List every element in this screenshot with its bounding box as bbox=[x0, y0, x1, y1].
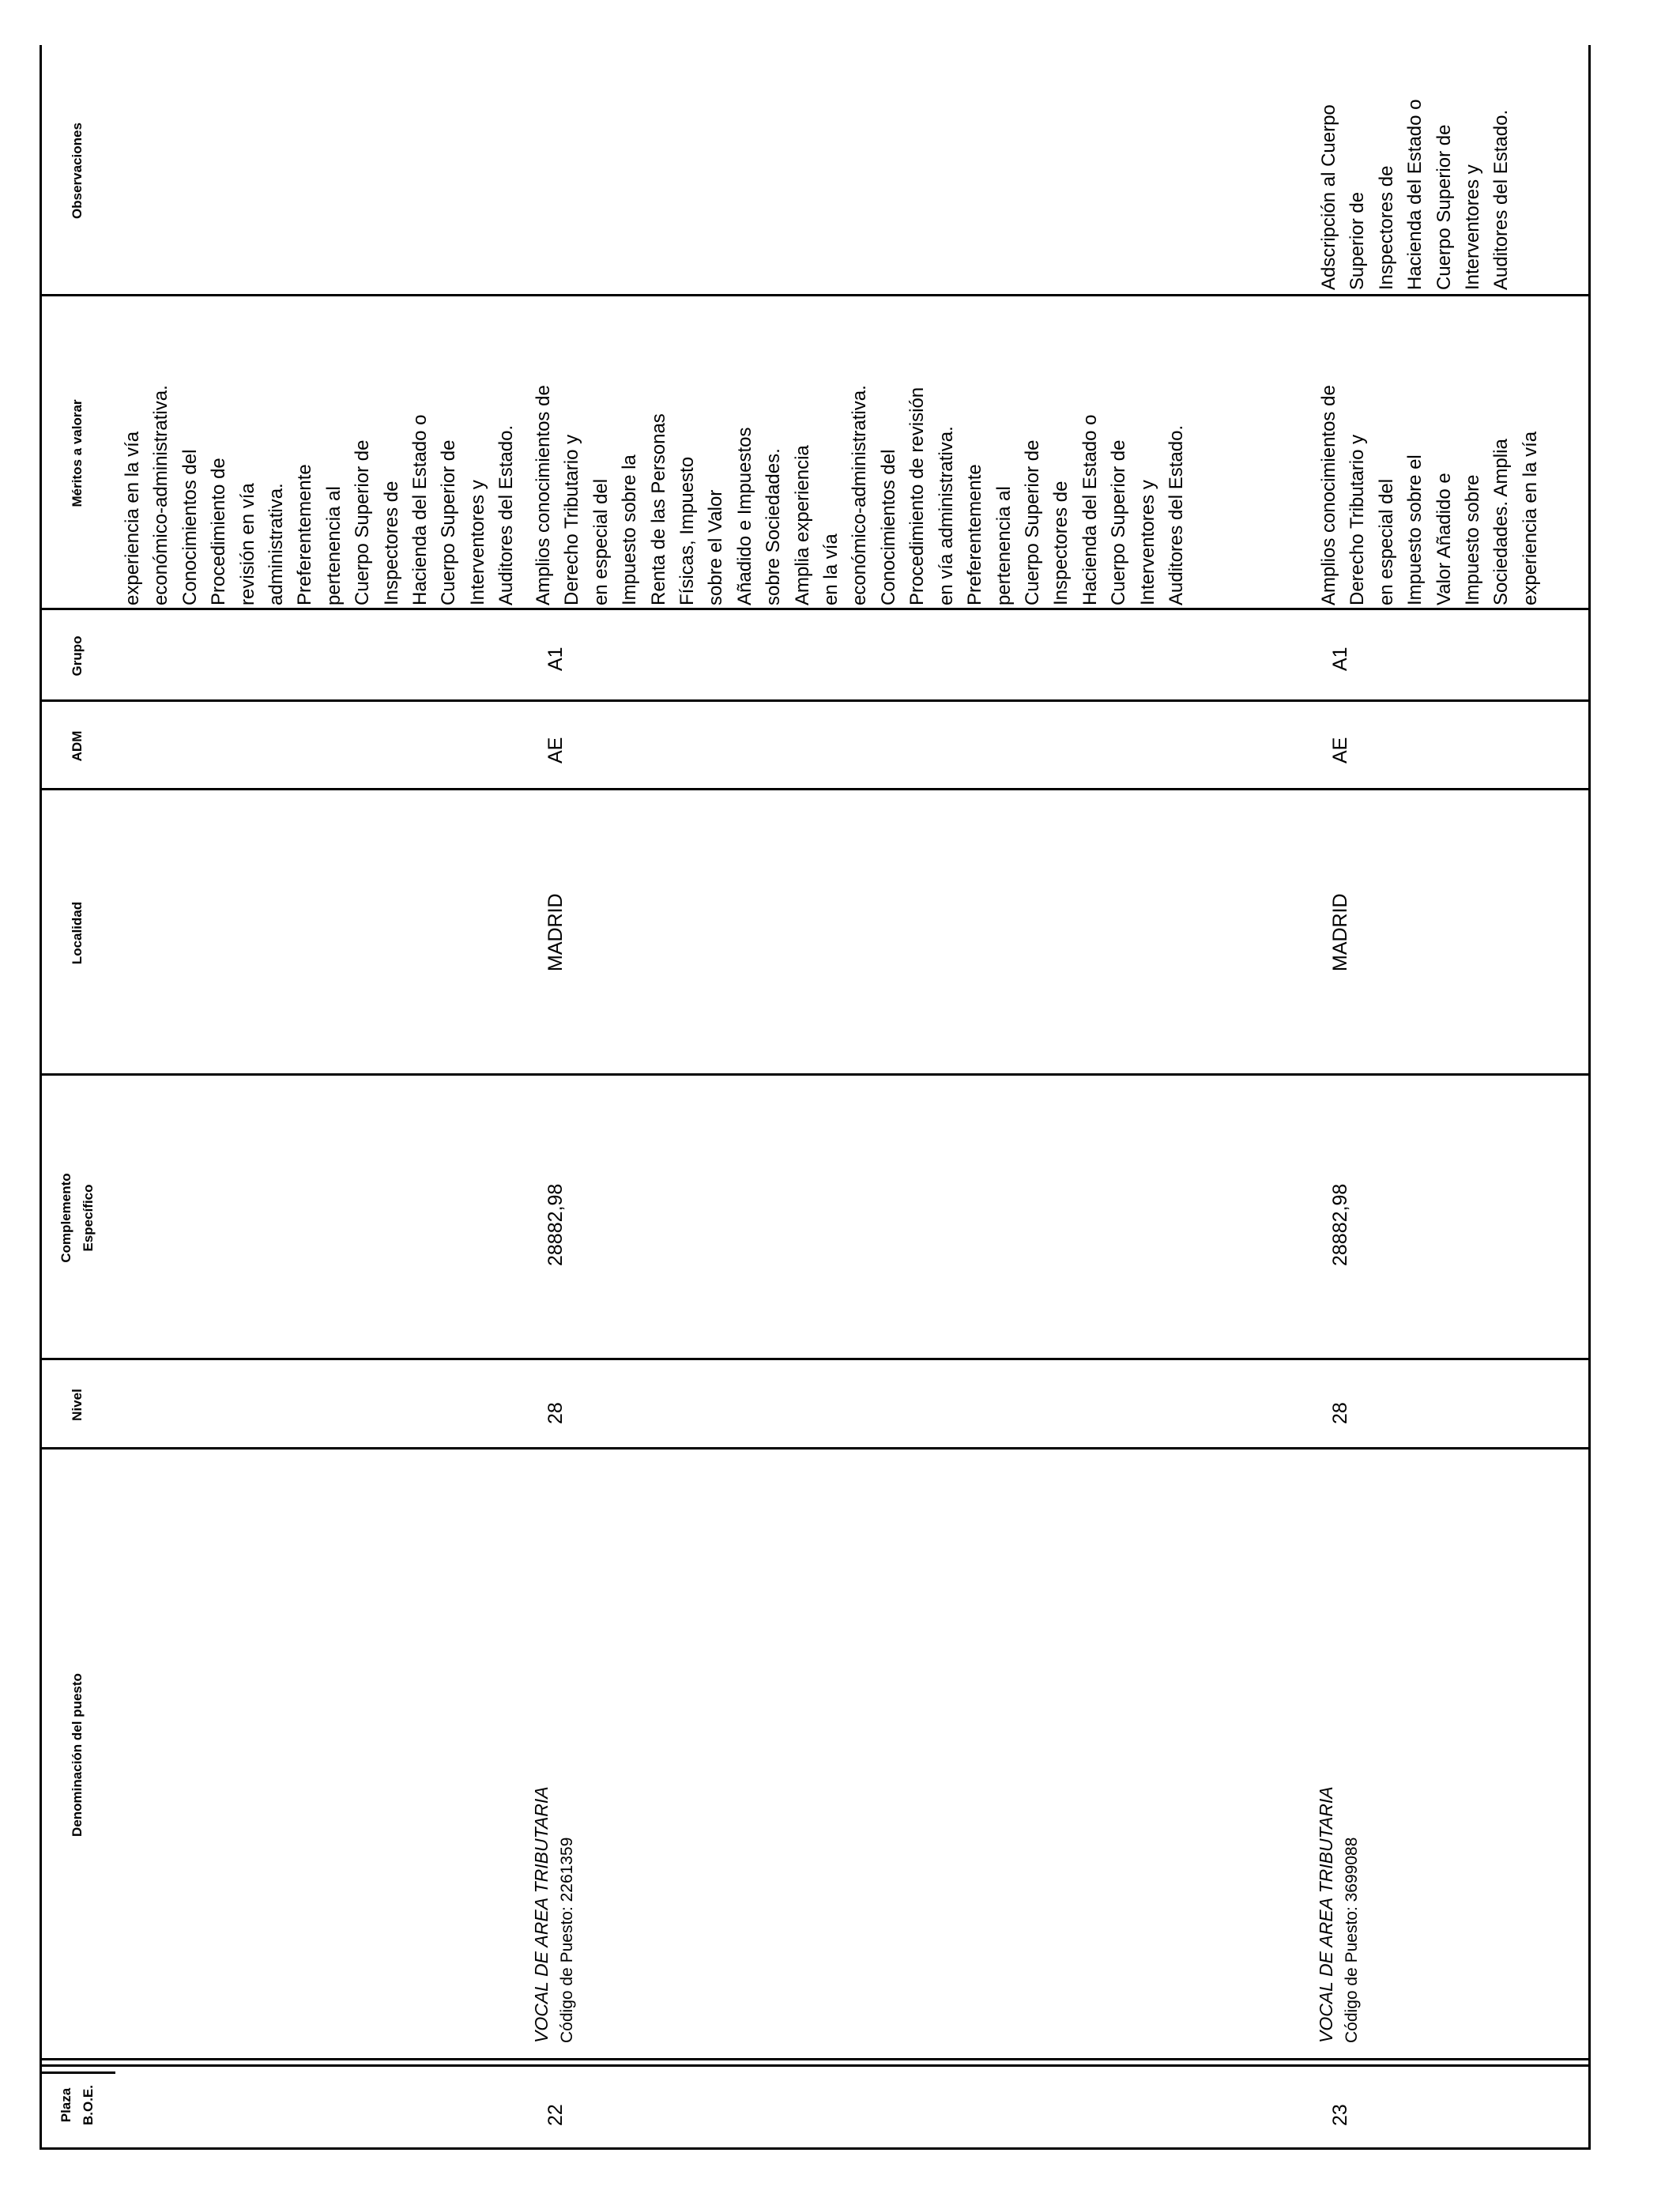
row-22-adm: AE bbox=[544, 737, 567, 763]
header-grupo: Grupo bbox=[70, 635, 85, 677]
row-23-grupo: A1 bbox=[1329, 647, 1351, 671]
row-22-denominacion bbox=[528, 1458, 580, 2043]
row-23-observaciones: Adscripción al Cuerpo Superior de Inspectores de Hacienda del Estado o Cuerpo Superior de Interventores y Auditores del Estado. bbox=[1318, 99, 1512, 290]
header-meritos: Méritos a valorar bbox=[70, 399, 85, 507]
row-23-denominacion bbox=[1313, 1458, 1365, 2043]
col-sep-adm bbox=[40, 699, 1588, 702]
vacancies-table bbox=[40, 45, 1588, 2150]
row-23-code: Código de Puesto: 3699088 bbox=[1343, 1837, 1361, 2043]
table-border-bottom bbox=[1588, 45, 1591, 2150]
header-observaciones: Observaciones bbox=[70, 123, 85, 219]
row-23-complemento: 28882,98 bbox=[1329, 1183, 1351, 1266]
row-22-complemento: 28882,98 bbox=[544, 1183, 567, 1266]
row-23-adm: AE bbox=[1329, 737, 1351, 763]
row-22-code: Código de Puesto: 2261359 bbox=[558, 1837, 576, 2043]
row-22-meritos: Amplios conocimientos de Derecho Tributario y en especial del Impuesto sobre la Renta de las Personas Físicas, Impuesto sobre el Valor Añadido e Impuestos sobre Sociedades. Amplia experiencia en la vía económico-administrativa. Conocimientos del Procedimiento de revisión en vía administrativa. Preferentemente pertenencia al Cuerpo Superior de Inspectores de Hacienda del Estado o Cuerpo Superior de Interventores y Auditores del Estado. bbox=[533, 385, 1187, 605]
header-complemento: Complemento Específico bbox=[58, 1173, 96, 1263]
row-23-title: VOCAL DE AREA TRIBUTARIA bbox=[1316, 1786, 1336, 2043]
row-22-title: VOCAL DE AREA TRIBUTARIA bbox=[531, 1786, 552, 2043]
col-sep-localidad bbox=[40, 788, 1588, 790]
row-23-plaza: 23 bbox=[1329, 2104, 1351, 2126]
header-nivel: Nivel bbox=[70, 1389, 85, 1421]
col-sep-meritos bbox=[40, 294, 1588, 296]
col-sep-denominacion bbox=[40, 1447, 1588, 1449]
table-border-top bbox=[40, 45, 42, 2150]
row-23-localidad: MADRID bbox=[1329, 893, 1351, 971]
table-border-left bbox=[40, 2147, 1588, 2150]
row-23-meritos: Amplios conocimientos de Derecho Tributario y en especial del Impuesto sobre el Valor Añadido e Impuesto sobre Sociedades. Amplia experiencia en la vía bbox=[1318, 385, 1541, 605]
header-adm: ADM bbox=[70, 730, 85, 762]
col-sep-nivel bbox=[40, 1358, 1588, 1360]
header-plaza: Plaza B.O.E. bbox=[58, 2085, 96, 2126]
carryover-meritos: experiencia en la vía económico-administrativa. Conocimientos del Procedimiento de revisión en vía administrativa. Preferentemente pertenencia al Cuerpo Superior de Inspectores de Hacienda del Estado o Cuerpo Superior de Interventores y Auditores del Estado. bbox=[122, 385, 518, 605]
row-22-localidad: MADRID bbox=[544, 893, 567, 971]
col-sep-complemento bbox=[40, 1073, 1588, 1076]
col-sep-grupo bbox=[40, 608, 1588, 610]
header-border-bottom bbox=[40, 2071, 115, 2074]
row-22-plaza: 22 bbox=[544, 2104, 567, 2126]
col-sep-plaza bbox=[40, 2058, 1588, 2060]
row-22-grupo: A1 bbox=[544, 647, 567, 671]
row-23-nivel: 28 bbox=[1329, 1402, 1351, 1424]
header-localidad: Localidad bbox=[70, 901, 85, 965]
table-rule-header bbox=[40, 2064, 1588, 2067]
header-denominacion: Denominación del puesto bbox=[70, 1673, 85, 1837]
row-22-nivel: 28 bbox=[544, 1402, 567, 1424]
